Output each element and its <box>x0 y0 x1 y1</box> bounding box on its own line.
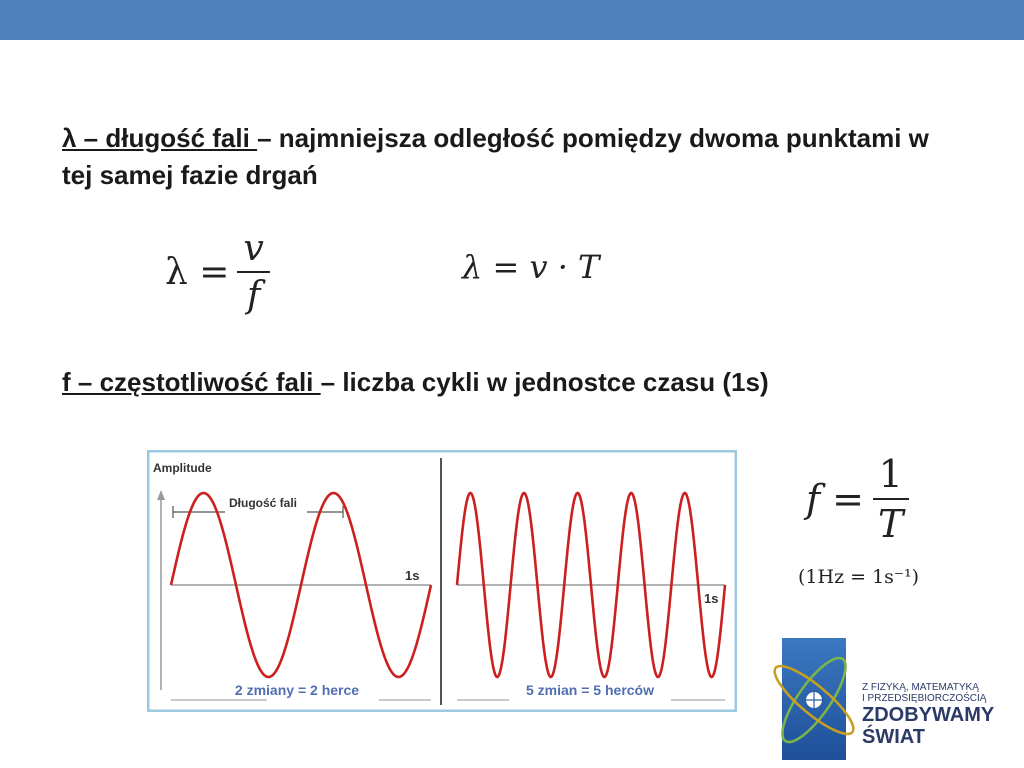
logo-line-3: ZDOBYWAMY <box>862 704 995 726</box>
formula1-denominator: f <box>246 275 261 316</box>
formula3-denominator: T <box>877 502 904 546</box>
formula1-fraction <box>237 228 269 316</box>
left-caption: 2 zmiany = 2 herce <box>234 682 360 698</box>
wavelength-formula-period: λ = v · T <box>462 248 600 286</box>
amplitude-label: Amplitude <box>153 461 212 475</box>
wavelength-term: λ – długość fali <box>62 123 258 153</box>
wavelength-formula-frequency <box>165 228 270 316</box>
wavelength-definition <box>62 120 962 194</box>
left-time-label: 1s <box>405 568 420 583</box>
frequency-description: – liczba cykli w jednostce czasu (1s) <box>320 367 769 397</box>
hertz-unit-formula: (1Hz = 1s⁻¹) <box>798 566 919 588</box>
formula3-lhs: f = <box>806 477 864 521</box>
frequency-term: f – częstotliwość fali <box>62 367 321 397</box>
wavelength-label: Długość fali <box>229 496 298 510</box>
formula3-numerator: 1 <box>873 452 909 500</box>
formula1-lhs: λ = <box>165 251 230 293</box>
right-time-label: 1s <box>704 591 719 606</box>
frequency-definition <box>62 364 962 401</box>
wave-figure <box>147 450 737 712</box>
wavelength-description: – najmniejsza odległość pomiędzy dwoma punktami w tej samej fazie drgań <box>62 123 929 190</box>
project-logo <box>772 624 1024 768</box>
logo-line-1: Z FIZYKĄ, MATEMATYKĄ <box>862 682 979 693</box>
top-bar <box>0 0 1024 40</box>
formula3-fraction <box>872 452 909 546</box>
formula1-numerator: v <box>237 228 269 273</box>
logo-line-2: I PRZEDSIĘBIORCZOŚCIĄ <box>862 693 987 704</box>
logo-text <box>862 682 994 748</box>
frequency-formula <box>806 452 909 546</box>
right-caption: 5 zmian = 5 herców <box>526 682 654 698</box>
logo-line-4: ŚWIAT <box>862 726 925 748</box>
